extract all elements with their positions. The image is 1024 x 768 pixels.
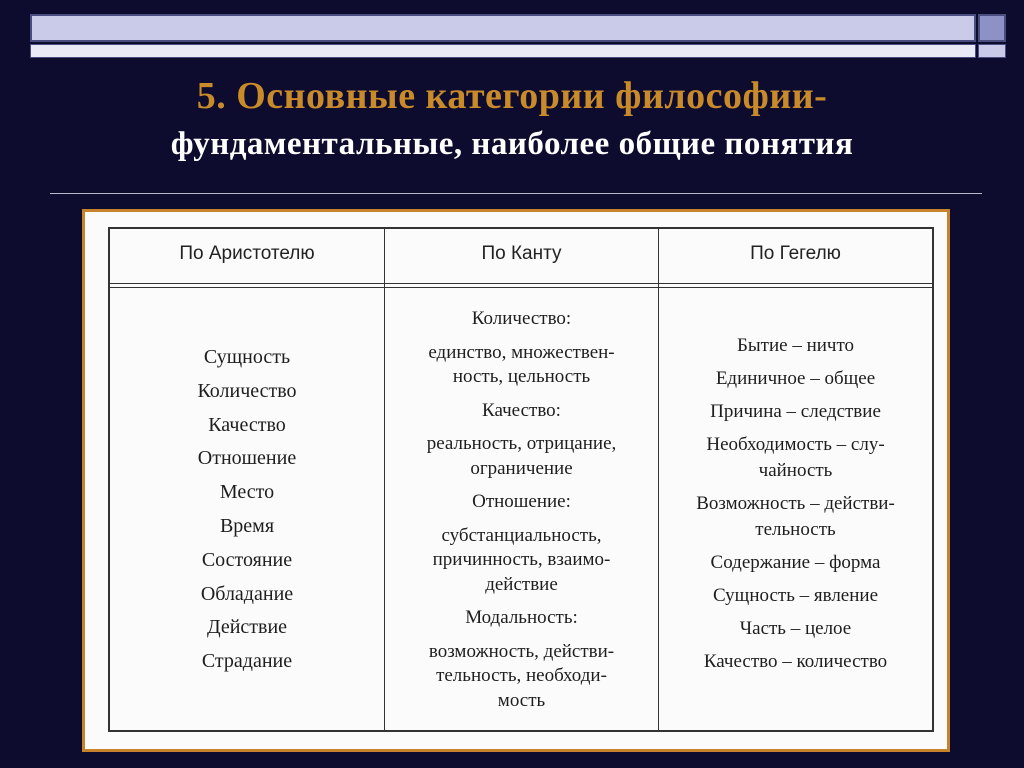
decorative-square xyxy=(978,14,1006,42)
aristotle-category: Сущность xyxy=(203,346,291,368)
aristotle-category: Количество xyxy=(197,379,297,402)
aristotle-category: Место xyxy=(219,481,275,504)
header-kant: По Канту xyxy=(481,243,562,264)
aristotle-column xyxy=(110,341,384,679)
hegel-category-line: Качество – количество xyxy=(703,651,888,672)
kant-category-line: ность, цельность xyxy=(452,366,591,387)
kant-category-line: возможность, действи- xyxy=(428,640,615,662)
hegel-category-line: Причина – следствие xyxy=(710,401,881,422)
hegel-column xyxy=(659,333,932,675)
decorative-square-small xyxy=(978,44,1006,58)
kant-category-line: реальность, отрицание, xyxy=(426,433,617,454)
hegel-category-line: чайность xyxy=(758,460,833,481)
title-divider xyxy=(50,193,982,194)
kant-category-line: ограничение xyxy=(470,457,573,479)
kant-category-line: субстанциальность, xyxy=(441,524,602,546)
categories-table-panel xyxy=(82,209,950,752)
slide-subtitle: фундаментальные, наиболее общие понятия xyxy=(170,126,854,162)
decorative-header-bars xyxy=(30,14,1006,59)
kant-category-line: единство, множествен- xyxy=(428,341,615,363)
header-hegel: По Гегелю xyxy=(750,243,841,264)
kant-category-line: мость xyxy=(497,689,546,711)
kant-category-line: Качество: xyxy=(482,399,561,421)
kant-column xyxy=(385,307,658,713)
hegel-category-line: Единичное – общее xyxy=(715,368,876,389)
hegel-category-line: Часть – целое xyxy=(739,618,852,639)
hegel-category-line: Сущность – явление xyxy=(712,585,879,606)
aristotle-category: Время xyxy=(219,514,275,537)
header-rule xyxy=(110,287,932,288)
header-rule xyxy=(110,283,932,284)
hegel-category-line: Содержание – форма xyxy=(710,552,881,573)
slide-title: 5. Основные категории философии- xyxy=(196,75,828,117)
aristotle-category: Страдание xyxy=(201,650,293,673)
header-aristotle: По Аристотелю xyxy=(179,243,315,264)
aristotle-category: Обладание xyxy=(200,582,294,605)
hegel-category-line: Возможность – действи- xyxy=(696,493,895,514)
hegel-category-line: Бытие – ничто xyxy=(736,335,855,356)
categories-table xyxy=(108,227,934,732)
kant-category-line: Модальность: xyxy=(465,607,578,628)
aristotle-category: Отношение xyxy=(197,447,297,470)
kant-category-line: тельность, необходи- xyxy=(436,665,607,686)
kant-category-line: причинность, взаимо- xyxy=(432,549,611,570)
aristotle-category: Действие xyxy=(206,616,288,639)
decorative-bar-bottom xyxy=(30,44,976,58)
kant-category-line: Количество: xyxy=(471,308,572,329)
kant-category-line: Отношение: xyxy=(472,491,571,512)
decorative-bar-top xyxy=(30,14,976,42)
kant-category-line: действие xyxy=(485,573,558,595)
aristotle-category: Состояние xyxy=(201,548,293,571)
hegel-category-line: Необходимость – слу- xyxy=(706,434,885,455)
hegel-category-line: тельность xyxy=(755,519,836,540)
aristotle-category: Качество xyxy=(208,413,286,436)
